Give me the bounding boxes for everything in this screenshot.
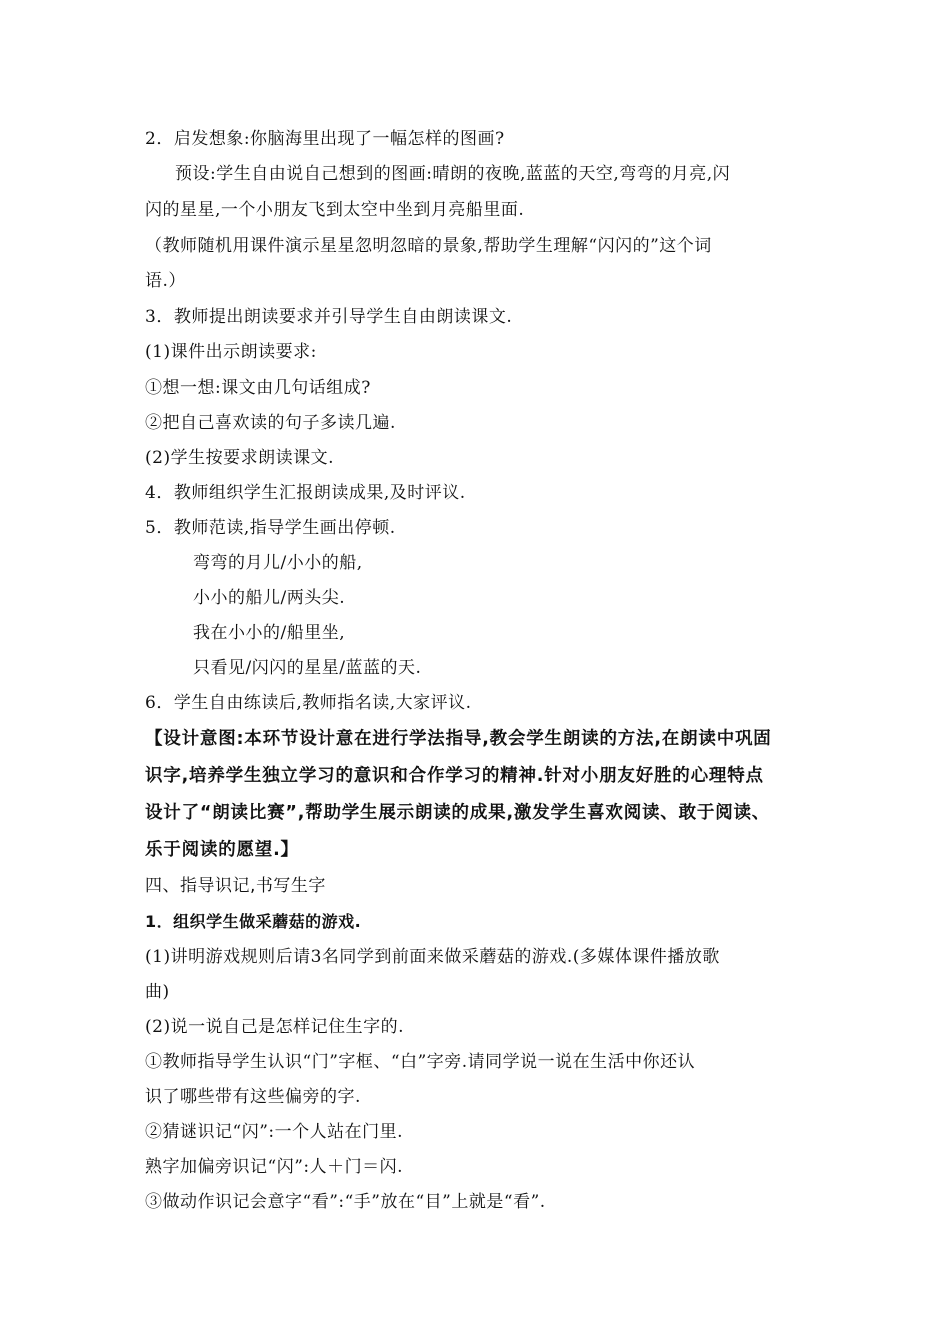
poem-line-3: 我在小小的/船里坐,: [193, 623, 346, 643]
radical-guide-line-1: ①教师指导学生认识“门”字框、“白”字旁.请同学说一说在生活中你还认: [145, 1052, 696, 1072]
game-rules-line-2: 曲): [145, 982, 170, 1002]
activity-1-heading: 1．组织学生做采蘑菇的游戏.: [145, 912, 362, 931]
game-rules-line-1: (1)讲明游戏规则后请3名同学到前面来做采蘑菇的游戏.(多媒体课件播放歌: [145, 947, 720, 967]
radical-guide-line-2: 识了哪些带有这些偏旁的字.: [145, 1087, 361, 1107]
step-5-model-reading: 5．教师范读,指导学生画出停顿.: [145, 518, 396, 538]
preset-line-2: 闪的星星,一个小朋友飞到太空中坐到月亮船里面.: [145, 200, 525, 220]
requirement-2: ②把自己喜欢读的句子多读几遍.: [145, 413, 396, 433]
section-4-heading: 四、指导识记,书写生字: [145, 876, 326, 896]
preset-line-1: 预设:学生自由说自己想到的图画:晴朗的夜晚,蓝蓝的天空,弯弯的月亮,闪: [175, 164, 731, 184]
step-6-practice: 6．学生自由练读后,教师指名读,大家评议.: [145, 693, 472, 713]
poem-line-2: 小小的船儿/两头尖.: [193, 588, 346, 608]
poem-line-4: 只看见/闪闪的星星/蓝蓝的天.: [193, 658, 422, 678]
action-kan: ③做动作识记会意字“看”:“手”放在“目”上就是“看”.: [145, 1192, 546, 1212]
teacher-note-line-2: 语.）: [145, 271, 186, 291]
design-intent-line-2: 识字,培养学生独立学习的意识和合作学习的精神.针对小朋友好胜的心理特点: [145, 766, 764, 786]
design-intent-line-4: 乐于阅读的愿望.】: [145, 840, 299, 860]
requirement-1: ①想一想:课文由几句话组成?: [145, 378, 371, 398]
riddle-shan: ②猜谜识记“闪”:一个人站在门里.: [145, 1122, 404, 1142]
design-intent-line-1: 【设计意图:本环节设计意在进行学法指导,教会学生朗读的方法,在朗读中巩固: [145, 729, 772, 749]
step-4-report: 4．教师组织学生汇报朗读成果,及时评议.: [145, 483, 466, 503]
design-intent-line-3: 设计了“朗读比赛”,帮助学生展示朗读的成果,激发学生喜欢阅读、敢于阅读、: [145, 803, 771, 823]
step-2-imagine: 2．启发想象:你脑海里出现了一幅怎样的图画?: [145, 129, 505, 149]
teacher-note-line-1: （教师随机用课件演示星星忽明忽暗的景象,帮助学生理解“闪闪的”这个词: [145, 236, 712, 256]
substep-1-requirements: (1)课件出示朗读要求:: [145, 342, 317, 362]
substep-2-read: (2)学生按要求朗读课文.: [145, 448, 334, 468]
poem-line-1: 弯弯的月儿/小小的船,: [193, 553, 363, 573]
radical-add-shan: 熟字加偏旁识记“闪”:人＋门＝闪.: [145, 1157, 404, 1177]
memory-method: (2)说一说自己是怎样记住生字的.: [145, 1017, 404, 1037]
step-3-reading: 3．教师提出朗读要求并引导学生自由朗读课文.: [145, 307, 513, 327]
